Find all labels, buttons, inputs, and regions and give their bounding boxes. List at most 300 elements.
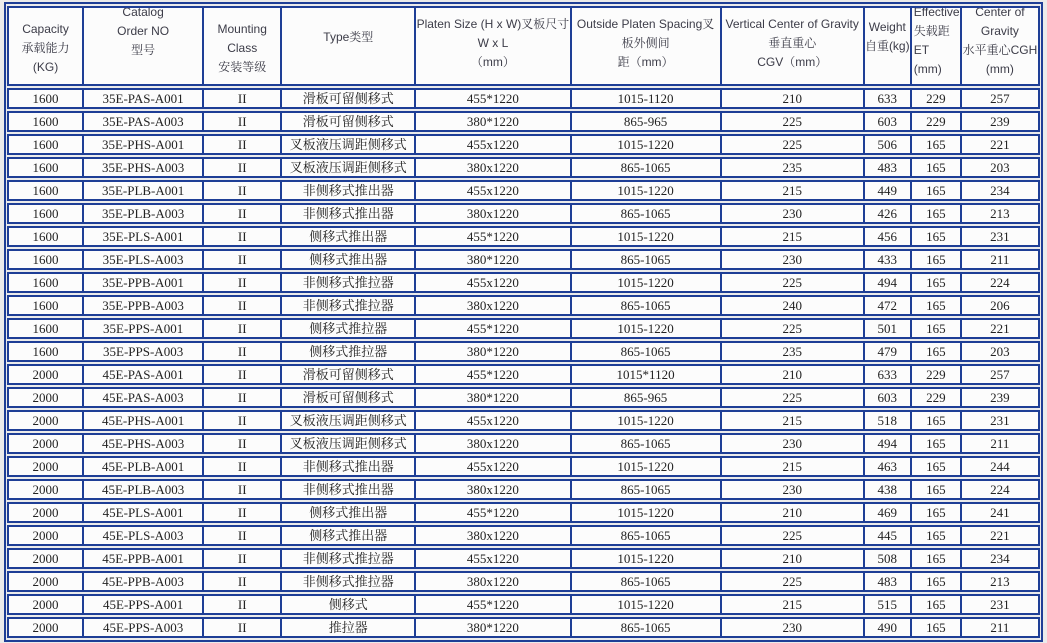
cell-capacity: 1600	[7, 249, 84, 270]
header-line: 型号	[131, 43, 156, 57]
cell-mounting_class: II	[204, 203, 282, 224]
cell-capacity: 1600	[7, 180, 84, 201]
cell-vertical_center_of_gravity: 210	[722, 502, 865, 523]
cell-catalog_order_no: 45E-PPB-A001	[84, 548, 204, 569]
cell-mounting_class: II	[204, 456, 282, 477]
cell-capacity: 2000	[7, 479, 84, 500]
cell-vertical_center_of_gravity: 210	[722, 364, 865, 385]
table-row	[7, 272, 1040, 293]
cell-center_of_gravity: 234	[962, 548, 1040, 569]
cell-vertical_center_of_gravity: 225	[722, 387, 865, 408]
cell-platen_size: 380x1220	[416, 157, 571, 178]
column-header-type	[282, 6, 416, 86]
cell-type: 侧移式推拉器	[282, 341, 416, 362]
header-line: (mm)	[913, 62, 942, 76]
cell-center_of_gravity: 206	[962, 295, 1040, 316]
cell-platen_size: 380x1220	[416, 479, 571, 500]
cell-catalog_order_no: 45E-PPS-A001	[84, 594, 204, 615]
cell-outside_platen_spacing: 865-1065	[572, 341, 722, 362]
cell-type: 非侧移式推出器	[282, 456, 416, 477]
cell-effective_et: 165	[912, 134, 962, 155]
cell-platen_size: 455*1220	[416, 594, 571, 615]
cell-mounting_class: II	[204, 226, 282, 247]
table-row	[7, 433, 1040, 454]
column-header-label	[865, 18, 910, 56]
cell-type: 叉板液压调距侧移式	[282, 410, 416, 431]
cell-capacity: 2000	[7, 594, 84, 615]
cell-type: 滑板可留侧移式	[282, 111, 416, 132]
cell-vertical_center_of_gravity: 215	[722, 226, 865, 247]
table-body	[7, 88, 1040, 638]
header-line: Mounting Class	[217, 22, 267, 55]
cell-effective_et: 165	[912, 180, 962, 201]
cell-effective_et: 165	[912, 272, 962, 293]
cell-outside_platen_spacing: 865-1065	[572, 157, 722, 178]
cell-vertical_center_of_gravity: 215	[722, 180, 865, 201]
cell-capacity: 1600	[7, 88, 84, 109]
header-line: 自重(kg)	[864, 39, 910, 53]
cell-weight: 483	[865, 157, 912, 178]
header-line: Effective	[913, 6, 960, 19]
cell-weight: 456	[865, 226, 912, 247]
table-row	[7, 341, 1040, 362]
cell-catalog_order_no: 45E-PHS-A003	[84, 433, 204, 454]
cell-platen_size: 455x1220	[416, 456, 571, 477]
cell-capacity: 2000	[7, 617, 84, 638]
cell-type: 侧移式	[282, 594, 416, 615]
cell-center_of_gravity: 224	[962, 479, 1040, 500]
header-line: 承载能力(KG)	[21, 41, 70, 74]
cell-capacity: 1600	[7, 203, 84, 224]
table-row	[7, 157, 1040, 178]
cell-vertical_center_of_gravity: 225	[722, 571, 865, 592]
header-line: 水平重心CGH	[962, 43, 1038, 57]
cell-catalog_order_no: 45E-PHS-A001	[84, 410, 204, 431]
cell-catalog_order_no: 35E-PLS-A001	[84, 226, 204, 247]
cell-mounting_class: II	[204, 571, 282, 592]
cell-catalog_order_no: 35E-PAS-A003	[84, 111, 204, 132]
cell-platen_size: 380*1220	[416, 617, 571, 638]
cell-mounting_class: II	[204, 594, 282, 615]
cell-center_of_gravity: 239	[962, 111, 1040, 132]
cell-vertical_center_of_gravity: 230	[722, 203, 865, 224]
column-header-outside_platen_spacing	[572, 6, 722, 86]
cell-mounting_class: II	[204, 433, 282, 454]
cell-center_of_gravity: 213	[962, 203, 1040, 224]
cell-capacity: 2000	[7, 433, 84, 454]
cell-catalog_order_no: 35E-PLB-A003	[84, 203, 204, 224]
column-header-label	[84, 6, 202, 60]
cell-mounting_class: II	[204, 479, 282, 500]
cell-catalog_order_no: 35E-PLB-A001	[84, 180, 204, 201]
cell-type: 滑板可留侧移式	[282, 364, 416, 385]
cell-outside_platen_spacing: 865-1065	[572, 525, 722, 546]
table-row	[7, 180, 1040, 201]
cell-type: 侧移式推出器	[282, 525, 416, 546]
cell-center_of_gravity: 231	[962, 594, 1040, 615]
cell-effective_et: 165	[912, 341, 962, 362]
cell-vertical_center_of_gravity: 225	[722, 272, 865, 293]
cell-weight: 506	[865, 134, 912, 155]
header-line: 安装等级	[218, 60, 267, 74]
cell-mounting_class: II	[204, 111, 282, 132]
cell-vertical_center_of_gravity: 225	[722, 525, 865, 546]
header-line: Gravity	[980, 24, 1019, 38]
table-row	[7, 387, 1040, 408]
cell-vertical_center_of_gravity: 230	[722, 479, 865, 500]
cell-capacity: 1600	[7, 295, 84, 316]
cell-weight: 479	[865, 341, 912, 362]
header-line: Type类型	[323, 30, 374, 44]
cell-vertical_center_of_gravity: 210	[722, 548, 865, 569]
header-line: Weight	[868, 20, 906, 34]
cell-weight: 490	[865, 617, 912, 638]
cell-capacity: 2000	[7, 387, 84, 408]
column-header-label	[416, 15, 569, 72]
cell-catalog_order_no: 35E-PPS-A003	[84, 341, 204, 362]
cell-type: 推拉器	[282, 617, 416, 638]
cell-center_of_gravity: 241	[962, 502, 1040, 523]
cell-type: 非侧移式推拉器	[282, 571, 416, 592]
cell-mounting_class: II	[204, 134, 282, 155]
cell-outside_platen_spacing: 865-965	[572, 387, 722, 408]
cell-platen_size: 380x1220	[416, 525, 571, 546]
cell-capacity: 2000	[7, 410, 84, 431]
column-header-weight	[865, 6, 912, 86]
cell-vertical_center_of_gravity: 225	[722, 318, 865, 339]
cell-platen_size: 380x1220	[416, 571, 571, 592]
header-line: Capacity	[22, 22, 69, 36]
cell-catalog_order_no: 45E-PAS-A003	[84, 387, 204, 408]
table-row	[7, 594, 1040, 615]
table-row	[7, 226, 1040, 247]
cell-capacity: 1600	[7, 226, 84, 247]
cell-weight: 463	[865, 456, 912, 477]
cell-type: 侧移式推出器	[282, 226, 416, 247]
table-row	[7, 111, 1040, 132]
cell-vertical_center_of_gravity: 225	[722, 134, 865, 155]
table-row	[7, 318, 1040, 339]
cell-center_of_gravity: 221	[962, 525, 1040, 546]
table-row	[7, 249, 1040, 270]
cell-platen_size: 380*1220	[416, 249, 571, 270]
spec-table-container	[4, 2, 1043, 642]
column-header-label	[282, 28, 414, 47]
cell-platen_size: 455*1220	[416, 502, 571, 523]
cell-center_of_gravity: 211	[962, 433, 1040, 454]
cell-outside_platen_spacing: 1015-1220	[572, 134, 722, 155]
cell-capacity: 2000	[7, 525, 84, 546]
cell-capacity: 1600	[7, 341, 84, 362]
cell-outside_platen_spacing: 1015-1220	[572, 502, 722, 523]
table-row	[7, 479, 1040, 500]
header-line: Platen Size (H x W)叉板尺寸 W x L	[416, 17, 570, 50]
cell-center_of_gravity: 224	[962, 272, 1040, 293]
cell-catalog_order_no: 45E-PLB-A001	[84, 456, 204, 477]
cell-platen_size: 455*1220	[416, 318, 571, 339]
cell-effective_et: 165	[912, 594, 962, 615]
cell-weight: 633	[865, 88, 912, 109]
cell-type: 侧移式推拉器	[282, 318, 416, 339]
cell-capacity: 1600	[7, 111, 84, 132]
cell-vertical_center_of_gravity: 235	[722, 341, 865, 362]
cell-center_of_gravity: 239	[962, 387, 1040, 408]
cell-capacity: 2000	[7, 571, 84, 592]
cell-type: 非侧移式推拉器	[282, 272, 416, 293]
cell-effective_et: 165	[912, 433, 962, 454]
cell-mounting_class: II	[204, 157, 282, 178]
cell-catalog_order_no: 35E-PPS-A001	[84, 318, 204, 339]
column-header-center_of_gravity	[962, 6, 1040, 86]
cell-mounting_class: II	[204, 410, 282, 431]
cell-mounting_class: II	[204, 502, 282, 523]
cell-effective_et: 165	[912, 295, 962, 316]
table-header	[7, 6, 1040, 86]
cell-platen_size: 380x1220	[416, 433, 571, 454]
column-header-label	[962, 6, 1038, 79]
cell-effective_et: 229	[912, 88, 962, 109]
cell-catalog_order_no: 35E-PPB-A003	[84, 295, 204, 316]
header-line: 失载距ET	[913, 24, 950, 57]
cell-outside_platen_spacing: 865-1065	[572, 295, 722, 316]
cell-catalog_order_no: 35E-PLS-A003	[84, 249, 204, 270]
cell-center_of_gravity: 231	[962, 410, 1040, 431]
cell-platen_size: 455x1220	[416, 134, 571, 155]
cell-type: 侧移式推出器	[282, 502, 416, 523]
cell-platen_size: 455x1220	[416, 410, 571, 431]
cell-platen_size: 380*1220	[416, 387, 571, 408]
cell-mounting_class: II	[204, 364, 282, 385]
cell-mounting_class: II	[204, 341, 282, 362]
cell-outside_platen_spacing: 865-1065	[572, 479, 722, 500]
cell-type: 非侧移式推出器	[282, 203, 416, 224]
cell-effective_et: 165	[912, 318, 962, 339]
column-header-catalog_order_no	[84, 6, 204, 86]
cell-catalog_order_no: 35E-PPB-A001	[84, 272, 204, 293]
table-row	[7, 295, 1040, 316]
table-row	[7, 571, 1040, 592]
cell-effective_et: 165	[912, 249, 962, 270]
table-row	[7, 134, 1040, 155]
column-header-mounting_class	[204, 6, 282, 86]
cell-catalog_order_no: 35E-PHS-A001	[84, 134, 204, 155]
cell-effective_et: 165	[912, 617, 962, 638]
cell-effective_et: 165	[912, 410, 962, 431]
cell-outside_platen_spacing: 865-1065	[572, 203, 722, 224]
cell-center_of_gravity: 244	[962, 456, 1040, 477]
table-row	[7, 502, 1040, 523]
cell-weight: 426	[865, 203, 912, 224]
column-header-label	[9, 20, 82, 77]
table-row	[7, 525, 1040, 546]
cell-weight: 633	[865, 364, 912, 385]
cell-vertical_center_of_gravity: 235	[722, 157, 865, 178]
cell-mounting_class: II	[204, 318, 282, 339]
cell-weight: 469	[865, 502, 912, 523]
cell-capacity: 1600	[7, 157, 84, 178]
cell-weight: 508	[865, 548, 912, 569]
cell-capacity: 2000	[7, 364, 84, 385]
cell-catalog_order_no: 45E-PLS-A003	[84, 525, 204, 546]
cell-platen_size: 380x1220	[416, 203, 571, 224]
cell-effective_et: 165	[912, 502, 962, 523]
cell-vertical_center_of_gravity: 225	[722, 111, 865, 132]
cell-platen_size: 455x1220	[416, 548, 571, 569]
cell-mounting_class: II	[204, 617, 282, 638]
cell-vertical_center_of_gravity: 215	[722, 456, 865, 477]
cell-outside_platen_spacing: 865-965	[572, 111, 722, 132]
cell-center_of_gravity: 221	[962, 134, 1040, 155]
header-line: Order NO	[117, 24, 170, 38]
cell-mounting_class: II	[204, 272, 282, 293]
cell-capacity: 2000	[7, 456, 84, 477]
cell-outside_platen_spacing: 1015*1120	[572, 364, 722, 385]
cell-mounting_class: II	[204, 88, 282, 109]
cell-outside_platen_spacing: 1015-1220	[572, 180, 722, 201]
cell-vertical_center_of_gravity: 215	[722, 594, 865, 615]
cell-type: 滑板可留侧移式	[282, 387, 416, 408]
cell-weight: 518	[865, 410, 912, 431]
cell-mounting_class: II	[204, 548, 282, 569]
cell-outside_platen_spacing: 865-1065	[572, 433, 722, 454]
cell-outside_platen_spacing: 1015-1220	[572, 456, 722, 477]
cell-weight: 501	[865, 318, 912, 339]
cell-vertical_center_of_gravity: 210	[722, 88, 865, 109]
cell-weight: 433	[865, 249, 912, 270]
cell-type: 滑板可留侧移式	[282, 88, 416, 109]
cell-effective_et: 165	[912, 525, 962, 546]
cell-outside_platen_spacing: 1015-1220	[572, 318, 722, 339]
cell-weight: 483	[865, 571, 912, 592]
cell-platen_size: 455*1220	[416, 364, 571, 385]
cell-weight: 515	[865, 594, 912, 615]
table-row	[7, 410, 1040, 431]
header-line: (mm)	[985, 62, 1014, 76]
cell-weight: 449	[865, 180, 912, 201]
cell-weight: 438	[865, 479, 912, 500]
cell-catalog_order_no: 45E-PPS-A003	[84, 617, 204, 638]
cell-center_of_gravity: 211	[962, 249, 1040, 270]
cell-type: 非侧移式推出器	[282, 180, 416, 201]
cell-effective_et: 165	[912, 226, 962, 247]
cell-center_of_gravity: 211	[962, 617, 1040, 638]
cell-effective_et: 229	[912, 387, 962, 408]
cell-catalog_order_no: 35E-PHS-A003	[84, 157, 204, 178]
cell-center_of_gravity: 203	[962, 341, 1040, 362]
header-row	[7, 6, 1040, 86]
cell-outside_platen_spacing: 865-1065	[572, 249, 722, 270]
cell-capacity: 2000	[7, 502, 84, 523]
cell-center_of_gravity: 257	[962, 88, 1040, 109]
cell-platen_size: 455x1220	[416, 272, 571, 293]
header-line: 距（mm）	[617, 55, 674, 69]
column-header-capacity	[7, 6, 84, 86]
cell-type: 侧移式推出器	[282, 249, 416, 270]
cell-type: 非侧移式推拉器	[282, 548, 416, 569]
cell-effective_et: 165	[912, 571, 962, 592]
column-header-effective_et	[912, 6, 962, 86]
cell-catalog_order_no: 35E-PAS-A001	[84, 88, 204, 109]
cell-effective_et: 165	[912, 203, 962, 224]
cell-outside_platen_spacing: 1015-1120	[572, 88, 722, 109]
column-header-label	[912, 6, 960, 79]
column-header-vertical_center_of_gravity	[722, 6, 865, 86]
cell-effective_et: 165	[912, 456, 962, 477]
cell-center_of_gravity: 231	[962, 226, 1040, 247]
table-row	[7, 456, 1040, 477]
cell-effective_et: 229	[912, 111, 962, 132]
header-line: Center of	[975, 6, 1025, 19]
cell-platen_size: 455*1220	[416, 88, 571, 109]
cell-outside_platen_spacing: 1015-1220	[572, 548, 722, 569]
cell-outside_platen_spacing: 1015-1220	[572, 410, 722, 431]
table-row	[7, 617, 1040, 638]
cell-center_of_gravity: 213	[962, 571, 1040, 592]
cell-type: 叉板液压调距侧移式	[282, 134, 416, 155]
column-header-label	[204, 20, 280, 77]
cell-capacity: 1600	[7, 134, 84, 155]
cell-catalog_order_no: 45E-PLB-A003	[84, 479, 204, 500]
cell-center_of_gravity: 221	[962, 318, 1040, 339]
cell-mounting_class: II	[204, 180, 282, 201]
cell-center_of_gravity: 257	[962, 364, 1040, 385]
cell-platen_size: 380*1220	[416, 341, 571, 362]
cell-outside_platen_spacing: 1015-1220	[572, 272, 722, 293]
cell-capacity: 1600	[7, 318, 84, 339]
cell-vertical_center_of_gravity: 230	[722, 249, 865, 270]
cell-outside_platen_spacing: 1015-1220	[572, 594, 722, 615]
header-line: CGV（mm）	[757, 55, 828, 69]
cell-platen_size: 455*1220	[416, 226, 571, 247]
cell-effective_et: 165	[912, 157, 962, 178]
cell-type: 叉板液压调距侧移式	[282, 433, 416, 454]
cell-outside_platen_spacing: 865-1065	[572, 571, 722, 592]
cell-weight: 445	[865, 525, 912, 546]
cell-effective_et: 229	[912, 364, 962, 385]
cell-weight: 603	[865, 387, 912, 408]
header-line: Outside Platen Spacing叉板外侧间	[576, 17, 715, 50]
cell-platen_size: 455x1220	[416, 180, 571, 201]
cell-vertical_center_of_gravity: 230	[722, 617, 865, 638]
cell-weight: 472	[865, 295, 912, 316]
column-header-platen_size	[416, 6, 571, 86]
header-line: Catalog	[122, 6, 164, 19]
cell-capacity: 1600	[7, 272, 84, 293]
cell-platen_size: 380*1220	[416, 111, 571, 132]
column-header-label	[722, 15, 863, 72]
cell-vertical_center_of_gravity: 230	[722, 433, 865, 454]
cell-weight: 603	[865, 111, 912, 132]
table-row	[7, 203, 1040, 224]
cell-catalog_order_no: 45E-PLS-A001	[84, 502, 204, 523]
table-row	[7, 548, 1040, 569]
cell-platen_size: 380x1220	[416, 295, 571, 316]
cell-type: 叉板液压调距侧移式	[282, 157, 416, 178]
header-line: Vertical Center of Gravity垂直重心	[725, 17, 859, 50]
cell-outside_platen_spacing: 865-1065	[572, 617, 722, 638]
cell-vertical_center_of_gravity: 240	[722, 295, 865, 316]
cell-mounting_class: II	[204, 249, 282, 270]
cell-type: 非侧移式推拉器	[282, 295, 416, 316]
cell-type: 非侧移式推出器	[282, 479, 416, 500]
cell-outside_platen_spacing: 1015-1220	[572, 226, 722, 247]
cell-weight: 494	[865, 272, 912, 293]
cell-effective_et: 165	[912, 548, 962, 569]
column-header-label	[572, 15, 720, 72]
cell-vertical_center_of_gravity: 215	[722, 410, 865, 431]
product-spec-table	[7, 4, 1040, 640]
table-row	[7, 88, 1040, 109]
